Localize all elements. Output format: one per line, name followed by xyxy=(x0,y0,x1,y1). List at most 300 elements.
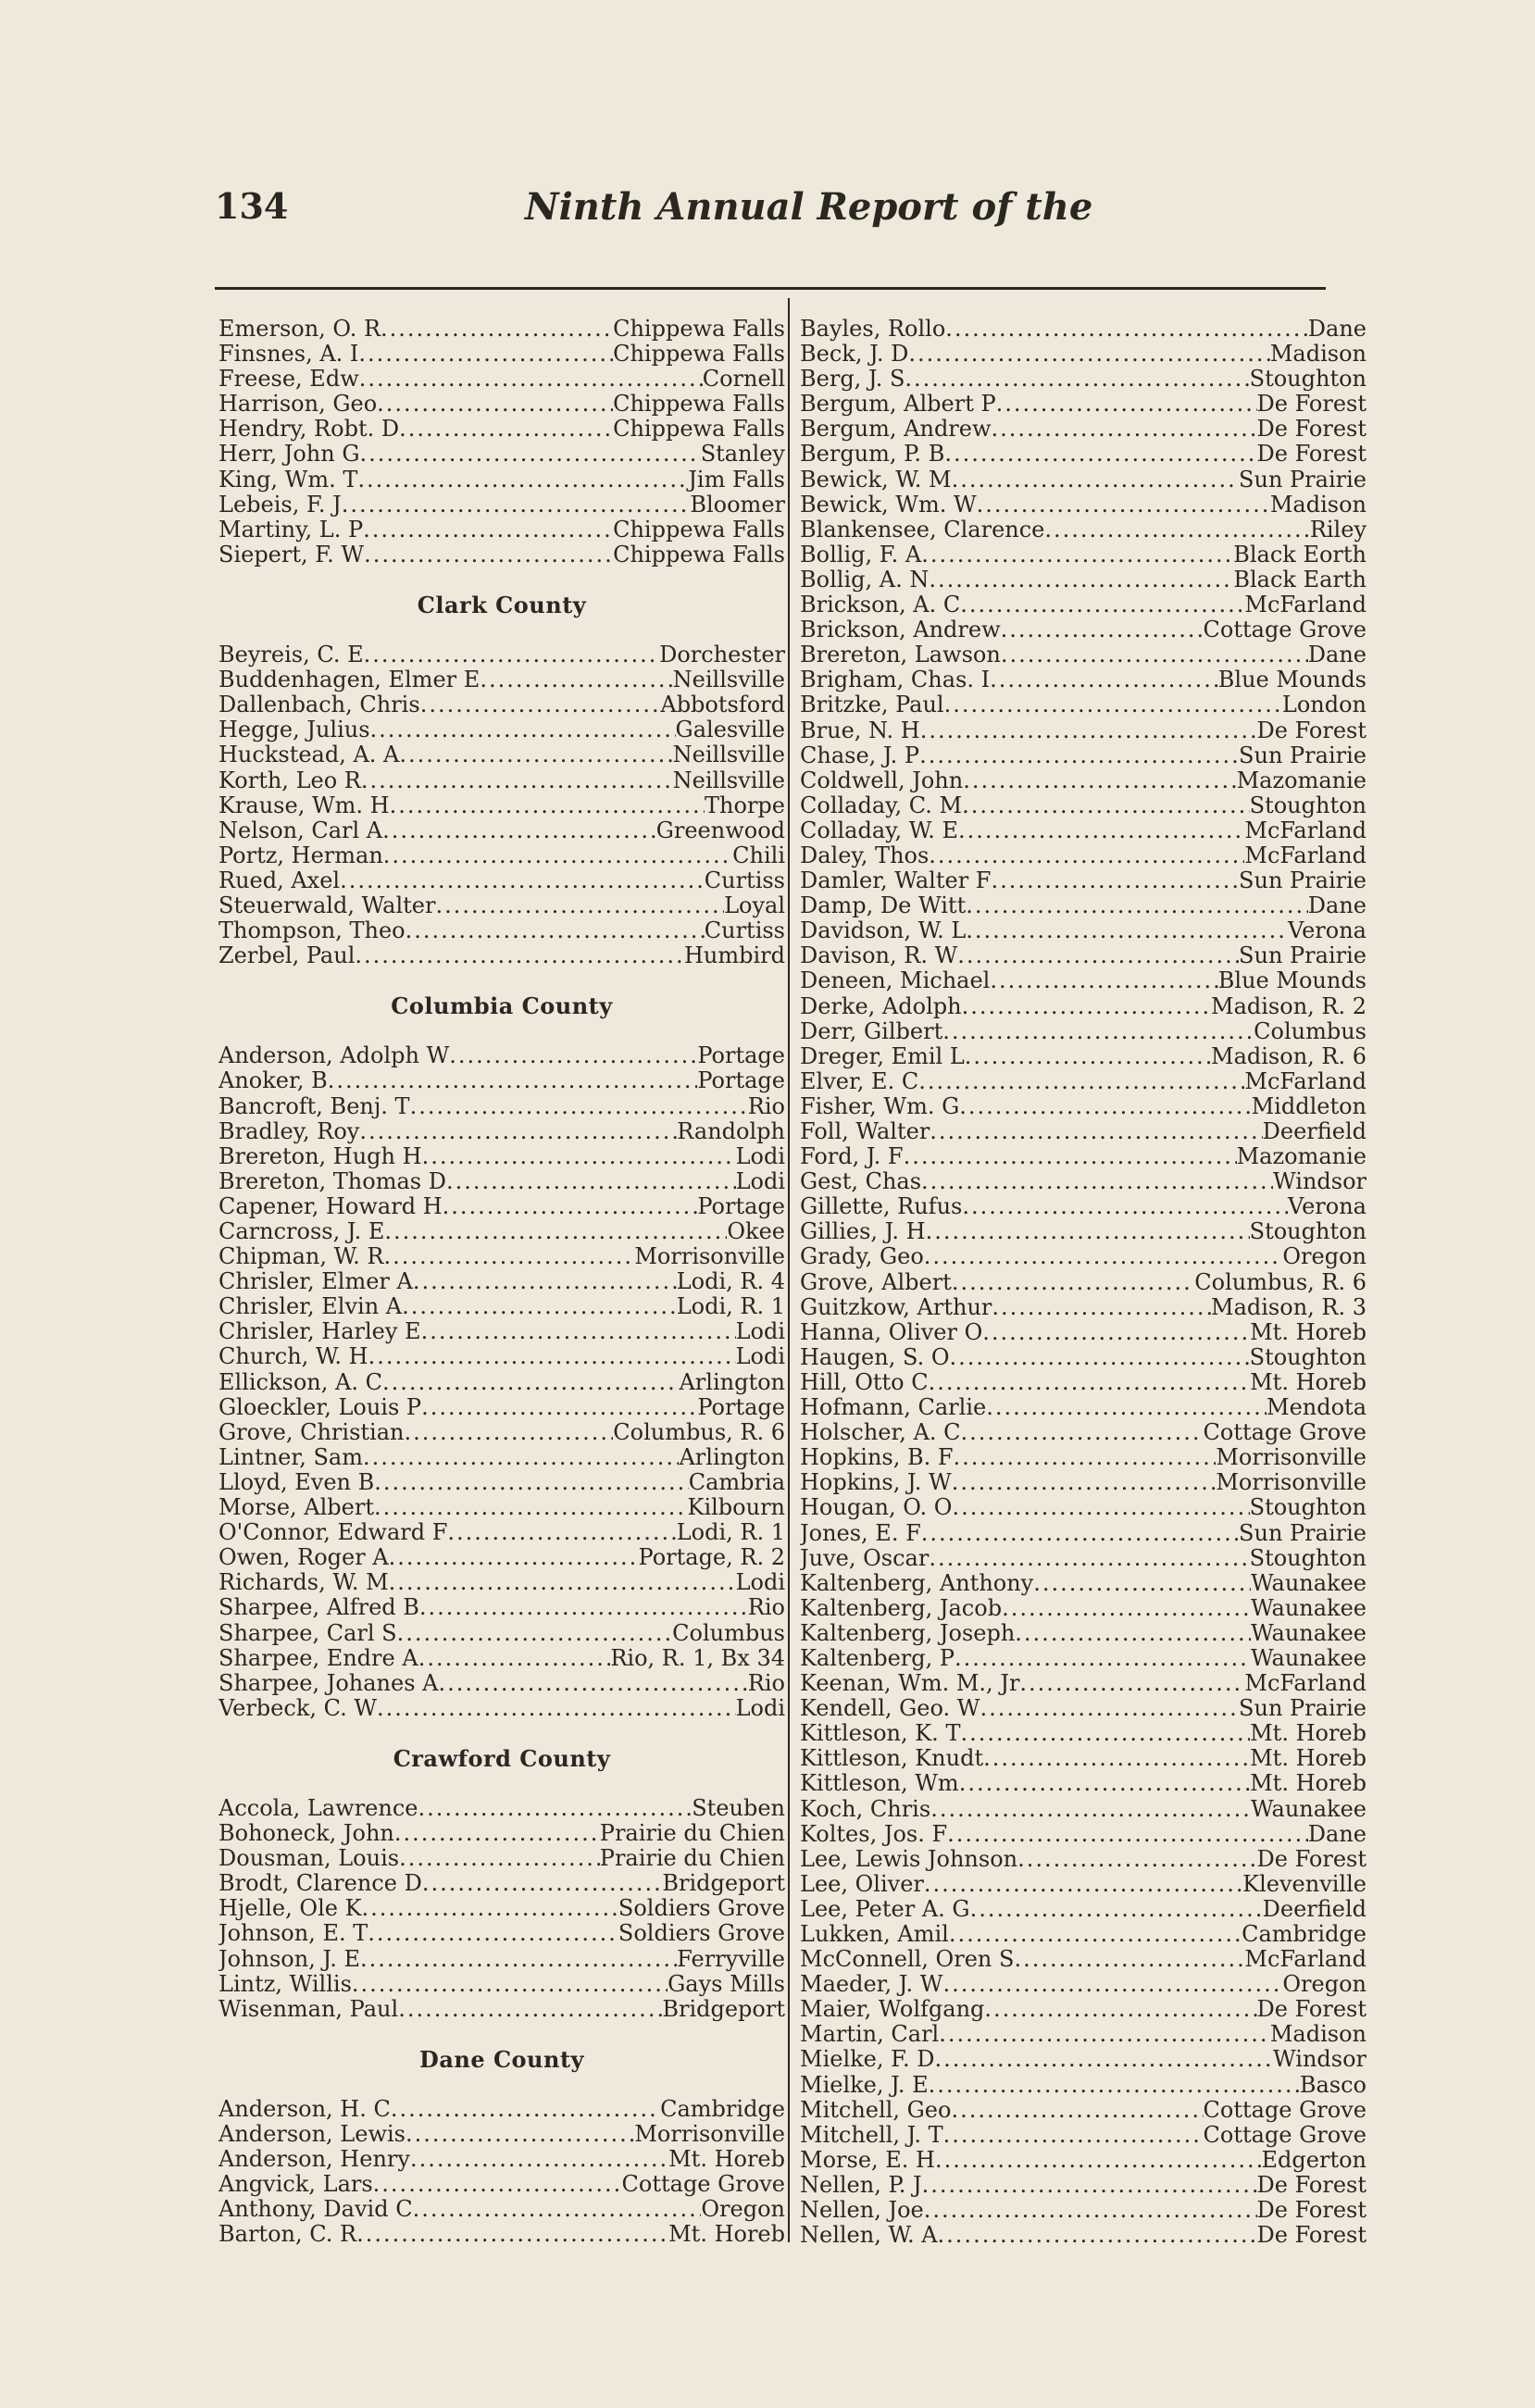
entry-place: De Forest xyxy=(1256,417,1367,443)
dot-leader xyxy=(942,1019,1254,1044)
entry-name: Rued, Axel xyxy=(218,867,341,893)
directory-entry xyxy=(800,2198,1367,2223)
dot-leader xyxy=(954,1445,1217,1470)
entry-name: Anderson, Adolph W xyxy=(218,1043,450,1069)
entry-name: Angvick, Lars xyxy=(218,2172,373,2198)
entry-name: Verbeck, C. W xyxy=(218,1695,378,1721)
directory-entry xyxy=(218,1671,785,1696)
entry-place: Cottage Grove xyxy=(1203,1420,1367,1446)
entry-name: Steuerwald, Walter xyxy=(218,892,436,918)
directory-entry xyxy=(800,1696,1367,1721)
directory-entry xyxy=(800,1521,1367,1546)
dot-leader xyxy=(402,1294,677,1319)
entry-name: Grady, Geo xyxy=(800,1244,924,1270)
dot-leader xyxy=(980,1696,1239,1721)
right-column xyxy=(800,317,1367,2248)
directory-entry xyxy=(218,518,785,543)
entry-place: Mt. Horeb xyxy=(668,2147,785,2173)
entry-name: Lloyd, Even B xyxy=(218,1469,375,1495)
dot-leader xyxy=(952,1495,1249,1520)
entry-place: Morrisonville xyxy=(1216,1470,1367,1496)
entry-place: Oregon xyxy=(701,2197,785,2223)
entry-place: Verona xyxy=(1287,918,1367,944)
dot-leader xyxy=(355,943,684,968)
entry-place: De Forest xyxy=(1256,2223,1367,2249)
dot-leader xyxy=(399,1846,600,1871)
entry-name: Brickson, A. C xyxy=(800,593,961,618)
entry-name: Lee, Oliver xyxy=(800,1871,924,1897)
directory-entry xyxy=(218,1595,785,1620)
entry-place: Stanley xyxy=(700,442,785,468)
entry-name: Coldwell, John xyxy=(800,767,964,793)
entry-name: Juve, Oscar xyxy=(800,1545,930,1571)
dot-leader xyxy=(435,893,724,918)
dot-leader xyxy=(340,868,705,893)
dot-leader xyxy=(1015,1621,1251,1646)
entry-place: Dane xyxy=(1307,317,1367,342)
entry-name: Kendell, Geo. W xyxy=(800,1696,980,1722)
entry-name: Bollig, A. N xyxy=(800,567,930,593)
dot-leader xyxy=(951,2098,1203,2123)
entry-place: Cottage Grove xyxy=(1203,618,1367,643)
entry-place: Sun Prairie xyxy=(1239,742,1367,768)
dot-leader xyxy=(1014,1947,1244,1972)
entry-place: Columbus, R. 6 xyxy=(1194,1269,1367,1295)
directory-entry xyxy=(800,1847,1367,1872)
entry-place: Rio xyxy=(747,1595,785,1621)
entry-place: Cottage Grove xyxy=(621,2172,785,2198)
entry-place: Chippewa Falls xyxy=(613,342,785,368)
entry-place: Chippewa Falls xyxy=(613,392,785,418)
directory-entry xyxy=(218,1796,785,1821)
entry-place: De Forest xyxy=(1256,1846,1367,1872)
directory-entry xyxy=(800,994,1367,1019)
directory-entry xyxy=(218,1445,785,1470)
entry-name: Morse, Albert xyxy=(218,1495,374,1521)
entry-name: Emerson, O. R xyxy=(218,317,381,342)
entry-place: Morrisonville xyxy=(1216,1445,1367,1471)
directory-entry xyxy=(218,367,785,392)
directory-entry xyxy=(800,743,1367,768)
entry-name: Keenan, Wm. M., Jr xyxy=(800,1671,1020,1697)
entry-name: Lintz, Willis xyxy=(218,1971,352,1997)
directory-entry xyxy=(800,918,1367,943)
entry-name: Deneen, Michael xyxy=(800,968,991,994)
directory-entry xyxy=(800,1571,1367,1596)
entry-place: Dane xyxy=(1307,1821,1367,1847)
entry-place: Steuben xyxy=(692,1795,785,1821)
directory-entry xyxy=(800,1069,1367,1094)
entry-place: Blue Mounds xyxy=(1217,668,1367,693)
directory-entry xyxy=(800,893,1367,918)
dot-leader xyxy=(992,417,1257,442)
dot-leader xyxy=(382,818,656,843)
directory-entry xyxy=(800,1445,1367,1470)
entry-name: Hopkins, J. W xyxy=(800,1470,952,1496)
entry-place: McFarland xyxy=(1244,593,1367,618)
entry-name: Buddenhagen, Elmer E xyxy=(218,668,480,693)
entry-name: Damp, De Witt xyxy=(800,893,967,919)
entry-name: Sharpee, Johanes A xyxy=(218,1670,439,1696)
dot-leader xyxy=(958,818,1244,843)
entry-name: Harrison, Geo xyxy=(218,392,378,418)
entry-name: Hofmann, Carlie xyxy=(800,1395,987,1421)
entry-name: Kaltenberg, Anthony xyxy=(800,1570,1034,1596)
entry-place: Morrisonville xyxy=(634,1244,785,1270)
left-column xyxy=(218,317,785,2247)
entry-name: Damler, Walter F xyxy=(800,868,992,894)
dot-leader xyxy=(905,367,1249,392)
entry-place: Lodi, R. 1 xyxy=(676,1294,785,1320)
entry-place: Cottage Grove xyxy=(1203,2122,1367,2148)
dot-leader xyxy=(929,568,1233,593)
entry-place: De Forest xyxy=(1256,392,1367,418)
entry-name: Foll, Walter xyxy=(800,1119,930,1144)
entry-place: Sun Prairie xyxy=(1239,1520,1367,1546)
directory-entry xyxy=(218,342,785,367)
county-heading: Clark County xyxy=(417,591,587,618)
county-heading: Columbia County xyxy=(391,992,613,1020)
entry-name: Gillette, Rufus xyxy=(800,1194,963,1220)
entry-place: Greenwood xyxy=(655,817,785,843)
directory-entry xyxy=(800,1144,1367,1169)
directory-entry xyxy=(800,1320,1367,1345)
directory-entry xyxy=(218,1846,785,1871)
directory-entry xyxy=(800,2148,1367,2173)
directory-entry xyxy=(800,618,1367,643)
directory-entry xyxy=(800,843,1367,868)
entry-name: Colladay, C. M xyxy=(800,792,963,818)
entry-place: Sun Prairie xyxy=(1239,467,1367,493)
dot-leader xyxy=(443,1194,698,1219)
entry-place: Madison, R. 2 xyxy=(1211,993,1367,1019)
dot-leader xyxy=(397,1621,673,1646)
entry-name: Finsnes, A. I xyxy=(218,342,359,368)
directory-entry xyxy=(218,742,785,767)
entry-name: Bradley, Roy xyxy=(218,1118,360,1144)
entry-place: Bridgeport xyxy=(662,1871,785,1897)
dot-leader xyxy=(364,643,659,668)
entry-name: Brereton, Thomas D xyxy=(218,1168,446,1194)
dot-leader xyxy=(921,1169,1273,1194)
directory-entry xyxy=(218,1169,785,1194)
entry-place: Rio xyxy=(747,1093,785,1119)
entry-name: Anderson, H. C xyxy=(218,2096,391,2122)
entry-name: Gloeckler, Louis P xyxy=(218,1394,422,1420)
dot-leader xyxy=(421,1395,697,1420)
entry-name: Chrisler, Elvin A xyxy=(218,1294,403,1320)
entry-place: Oregon xyxy=(1282,1972,1367,1998)
directory-entry xyxy=(800,1646,1367,1671)
entry-place: Chili xyxy=(732,842,785,868)
directory-entry xyxy=(800,1822,1367,1847)
directory-entry xyxy=(800,1470,1367,1495)
dot-leader xyxy=(399,417,613,442)
directory-entry xyxy=(800,2073,1367,2098)
entry-name: Brickson, Andrew xyxy=(800,618,1001,643)
directory-entry xyxy=(800,1194,1367,1219)
directory-entry xyxy=(800,818,1367,843)
directory-entry xyxy=(800,868,1367,893)
directory-entry xyxy=(218,668,785,692)
entry-name: Brereton, Hugh H xyxy=(218,1143,422,1169)
dot-leader xyxy=(390,793,705,818)
dot-leader xyxy=(418,1796,692,1821)
entry-name: Martiny, L. P xyxy=(218,517,364,543)
entry-name: Anthony, David C xyxy=(218,2197,413,2223)
entry-place: Neillsville xyxy=(672,668,785,693)
dot-leader xyxy=(924,1872,1242,1897)
directory-entry xyxy=(800,668,1367,692)
entry-name: Bergum, Albert P xyxy=(800,392,996,418)
dot-leader xyxy=(938,2223,1257,2248)
entry-name: Nelson, Carl A xyxy=(218,817,383,843)
entry-place: Sun Prairie xyxy=(1239,943,1367,969)
dot-leader xyxy=(389,1570,736,1595)
dot-leader xyxy=(935,2047,1273,2072)
entry-place: Cambria xyxy=(688,1469,785,1495)
entry-name: Bergum, P. B xyxy=(800,442,945,468)
entry-name: Beyreis, C. E xyxy=(218,643,364,668)
entry-place: Sun Prairie xyxy=(1239,1696,1367,1722)
entry-name: Kittleson, K. T xyxy=(800,1721,961,1747)
entry-place: Windsor xyxy=(1273,2047,1367,2073)
directory-entry xyxy=(218,1821,785,1846)
directory-entry xyxy=(218,1119,785,1144)
directory-entry xyxy=(800,1596,1367,1621)
dot-leader xyxy=(962,994,1211,1019)
dot-leader xyxy=(944,692,1282,717)
directory-entry xyxy=(218,1194,785,1219)
directory-entry xyxy=(800,543,1367,568)
entry-name: McConnell, Oren S xyxy=(800,1947,1015,1973)
dot-leader xyxy=(394,1821,600,1846)
dot-leader xyxy=(930,1797,1251,1822)
directory-entry xyxy=(800,692,1367,717)
entry-name: Church, W. H xyxy=(218,1344,368,1370)
directory-entry xyxy=(218,1370,785,1395)
entry-name: Britzke, Paul xyxy=(800,692,944,718)
directory-entry xyxy=(800,317,1367,342)
directory-entry xyxy=(218,1244,785,1269)
directory-entry xyxy=(800,1219,1367,1244)
entry-place: Stoughton xyxy=(1249,1545,1367,1571)
entry-name: Grove, Christian xyxy=(218,1419,405,1445)
entry-place: Mt. Horeb xyxy=(668,2222,785,2248)
dot-leader xyxy=(358,342,613,367)
entry-place: Humbird xyxy=(683,943,785,969)
entry-place: Bloomer xyxy=(690,492,785,518)
directory-entry xyxy=(800,442,1367,467)
dot-leader xyxy=(955,1646,1251,1671)
directory-entry xyxy=(800,643,1367,668)
dot-leader xyxy=(406,918,705,943)
dot-leader xyxy=(959,1771,1250,1796)
entry-name: Ellickson, A. C xyxy=(218,1369,382,1395)
entry-name: King, Wm. T xyxy=(218,467,358,493)
entry-name: Grove, Albert xyxy=(800,1269,952,1295)
dot-leader xyxy=(957,943,1239,968)
entry-place: Rio xyxy=(747,1670,785,1696)
entry-name: Jones, E. F xyxy=(800,1520,921,1546)
dot-leader xyxy=(943,2123,1204,2148)
dot-leader xyxy=(363,518,613,543)
dot-leader xyxy=(977,493,1270,518)
entry-place: Portage, R. 2 xyxy=(638,1545,785,1571)
directory-entry xyxy=(218,1094,785,1119)
entry-name: Wisenman, Paul xyxy=(218,1996,399,2022)
dot-leader xyxy=(1033,1571,1251,1596)
entry-place: Lodi xyxy=(735,1570,785,1596)
entry-place: Mt. Horeb xyxy=(1250,1319,1367,1345)
entry-place: Okee xyxy=(727,1219,785,1244)
dot-leader xyxy=(939,2022,1270,2047)
directory-entry xyxy=(218,717,785,742)
entry-place: Portage xyxy=(697,1394,785,1420)
entry-name: Chrisler, Harley E xyxy=(218,1319,421,1345)
directory-entry xyxy=(218,468,785,493)
dot-leader xyxy=(983,1746,1250,1771)
dot-leader xyxy=(996,392,1257,417)
entry-name: Brodt, Clarence D xyxy=(218,1871,422,1897)
dot-leader xyxy=(962,793,1250,818)
dot-leader xyxy=(422,1144,736,1169)
entry-name: Lebeis, F. J xyxy=(218,492,342,518)
directory-entry xyxy=(800,1119,1367,1144)
entry-place: Mt. Horeb xyxy=(1250,1369,1367,1395)
entry-place: Black Eorth xyxy=(1233,542,1367,568)
entry-name: Sharpee, Carl S xyxy=(218,1620,397,1646)
entry-name: Portz, Herman xyxy=(218,842,383,868)
entry-name: Owen, Roger A xyxy=(218,1545,389,1571)
dot-leader xyxy=(982,1320,1250,1345)
entry-place: Gays Mills xyxy=(668,1971,785,1997)
dot-leader xyxy=(908,342,1270,367)
directory-entry xyxy=(218,1997,785,2022)
dot-leader xyxy=(935,2148,1262,2173)
entry-name: Hanna, Oliver O xyxy=(800,1319,983,1345)
entry-name: Johnson, E. T xyxy=(218,1921,368,1947)
entry-place: Abbotsford xyxy=(660,692,785,718)
entry-place: Cornell xyxy=(702,367,785,393)
entry-name: Kaltenberg, Joseph xyxy=(800,1620,1016,1646)
directory-entry xyxy=(800,2123,1367,2148)
dot-leader xyxy=(352,1972,668,1997)
directory-entry xyxy=(218,2097,785,2122)
entry-place: Lodi xyxy=(735,1695,785,1721)
directory-entry xyxy=(800,1972,1367,1997)
dot-leader xyxy=(924,2198,1257,2223)
directory-entry xyxy=(800,1094,1367,1119)
directory-entry xyxy=(218,1972,785,1997)
directory-entry xyxy=(800,468,1367,493)
dot-leader xyxy=(921,1521,1239,1546)
directory-entry xyxy=(218,2147,785,2172)
directory-entry xyxy=(218,1395,785,1420)
directory-entry xyxy=(800,392,1367,417)
entry-name: Kittleson, Knudt xyxy=(800,1746,984,1772)
dot-leader xyxy=(342,493,691,518)
entry-name: Nellen, W. A xyxy=(800,2223,938,2249)
entry-place: Loyal xyxy=(724,892,785,918)
dot-leader xyxy=(952,1270,1194,1295)
directory-entry xyxy=(218,1545,785,1570)
entry-place: Curtiss xyxy=(704,867,785,893)
dot-leader xyxy=(359,367,703,392)
entry-place: Mt. Horeb xyxy=(1250,1771,1367,1797)
directory-entry xyxy=(218,1319,785,1344)
dot-leader xyxy=(404,1420,613,1445)
dot-leader xyxy=(373,2172,622,2197)
directory-entry xyxy=(800,593,1367,618)
directory-entry xyxy=(800,1897,1367,1922)
dot-leader xyxy=(449,1043,697,1068)
directory-entry xyxy=(800,1546,1367,1571)
entry-name: Anoker, B xyxy=(218,1068,328,1094)
directory-entry xyxy=(218,1219,785,1244)
directory-entry xyxy=(800,1244,1367,1269)
entry-name: Nellen, P. J xyxy=(800,2172,922,2198)
entry-place: De Forest xyxy=(1256,1997,1367,2023)
directory-entry xyxy=(800,1019,1367,1044)
directory-entry xyxy=(218,1344,785,1369)
entry-name: Davidson, W. L xyxy=(800,918,967,944)
dot-leader xyxy=(364,543,613,568)
dot-leader xyxy=(406,2122,634,2147)
entry-name: Sharpee, Endre A xyxy=(218,1645,418,1671)
entry-place: Madison xyxy=(1269,492,1367,518)
dot-leader xyxy=(970,1897,1263,1922)
entry-place: Lodi xyxy=(735,1344,785,1370)
dot-leader xyxy=(357,468,688,493)
directory-entry xyxy=(218,493,785,518)
entry-place: Stoughton xyxy=(1249,1495,1367,1521)
dot-leader xyxy=(1001,643,1308,668)
dot-leader xyxy=(391,2097,660,2122)
entry-place: Cambridge xyxy=(660,2096,785,2122)
entry-name: Maeder, J. W xyxy=(800,1972,943,1998)
entry-place: Columbus xyxy=(672,1620,785,1646)
dot-leader xyxy=(960,593,1244,618)
dot-leader xyxy=(944,442,1256,467)
entry-name: Morse, E. H xyxy=(800,2147,935,2173)
entry-name: Koch, Chris xyxy=(800,1796,931,1822)
entry-name: Huckstead, A. A xyxy=(218,742,400,768)
entry-name: Lee, Lewis Johnson xyxy=(800,1846,1018,1872)
entry-name: Bayles, Rollo xyxy=(800,317,946,342)
directory-entry xyxy=(218,417,785,442)
dot-leader xyxy=(384,1219,727,1244)
dot-leader xyxy=(1001,618,1204,643)
dot-leader xyxy=(1044,518,1309,543)
entry-name: Chipman, W. R xyxy=(218,1244,384,1270)
entry-name: Mielke, J. E xyxy=(800,2072,929,2098)
entry-name: Bewick, Wm. W xyxy=(800,492,977,518)
entry-name: Maier, Wolfgang xyxy=(800,1997,985,2023)
entry-place: Waunakee xyxy=(1250,1595,1367,1621)
entry-name: Bergum, Andrew xyxy=(800,417,992,443)
directory-entry xyxy=(800,1947,1367,1972)
entry-name: Siepert, F. W xyxy=(218,542,365,568)
dot-leader xyxy=(328,1068,698,1093)
entry-place: Columbus, R. 6 xyxy=(613,1419,785,1445)
entry-place: Bridgeport xyxy=(662,1996,785,2022)
dot-leader xyxy=(904,1144,1237,1169)
dot-leader xyxy=(377,1696,736,1721)
entry-name: Richards, W. M xyxy=(218,1570,389,1596)
dot-leader xyxy=(990,968,1217,993)
entry-place: Mt. Horeb xyxy=(1250,1746,1367,1772)
